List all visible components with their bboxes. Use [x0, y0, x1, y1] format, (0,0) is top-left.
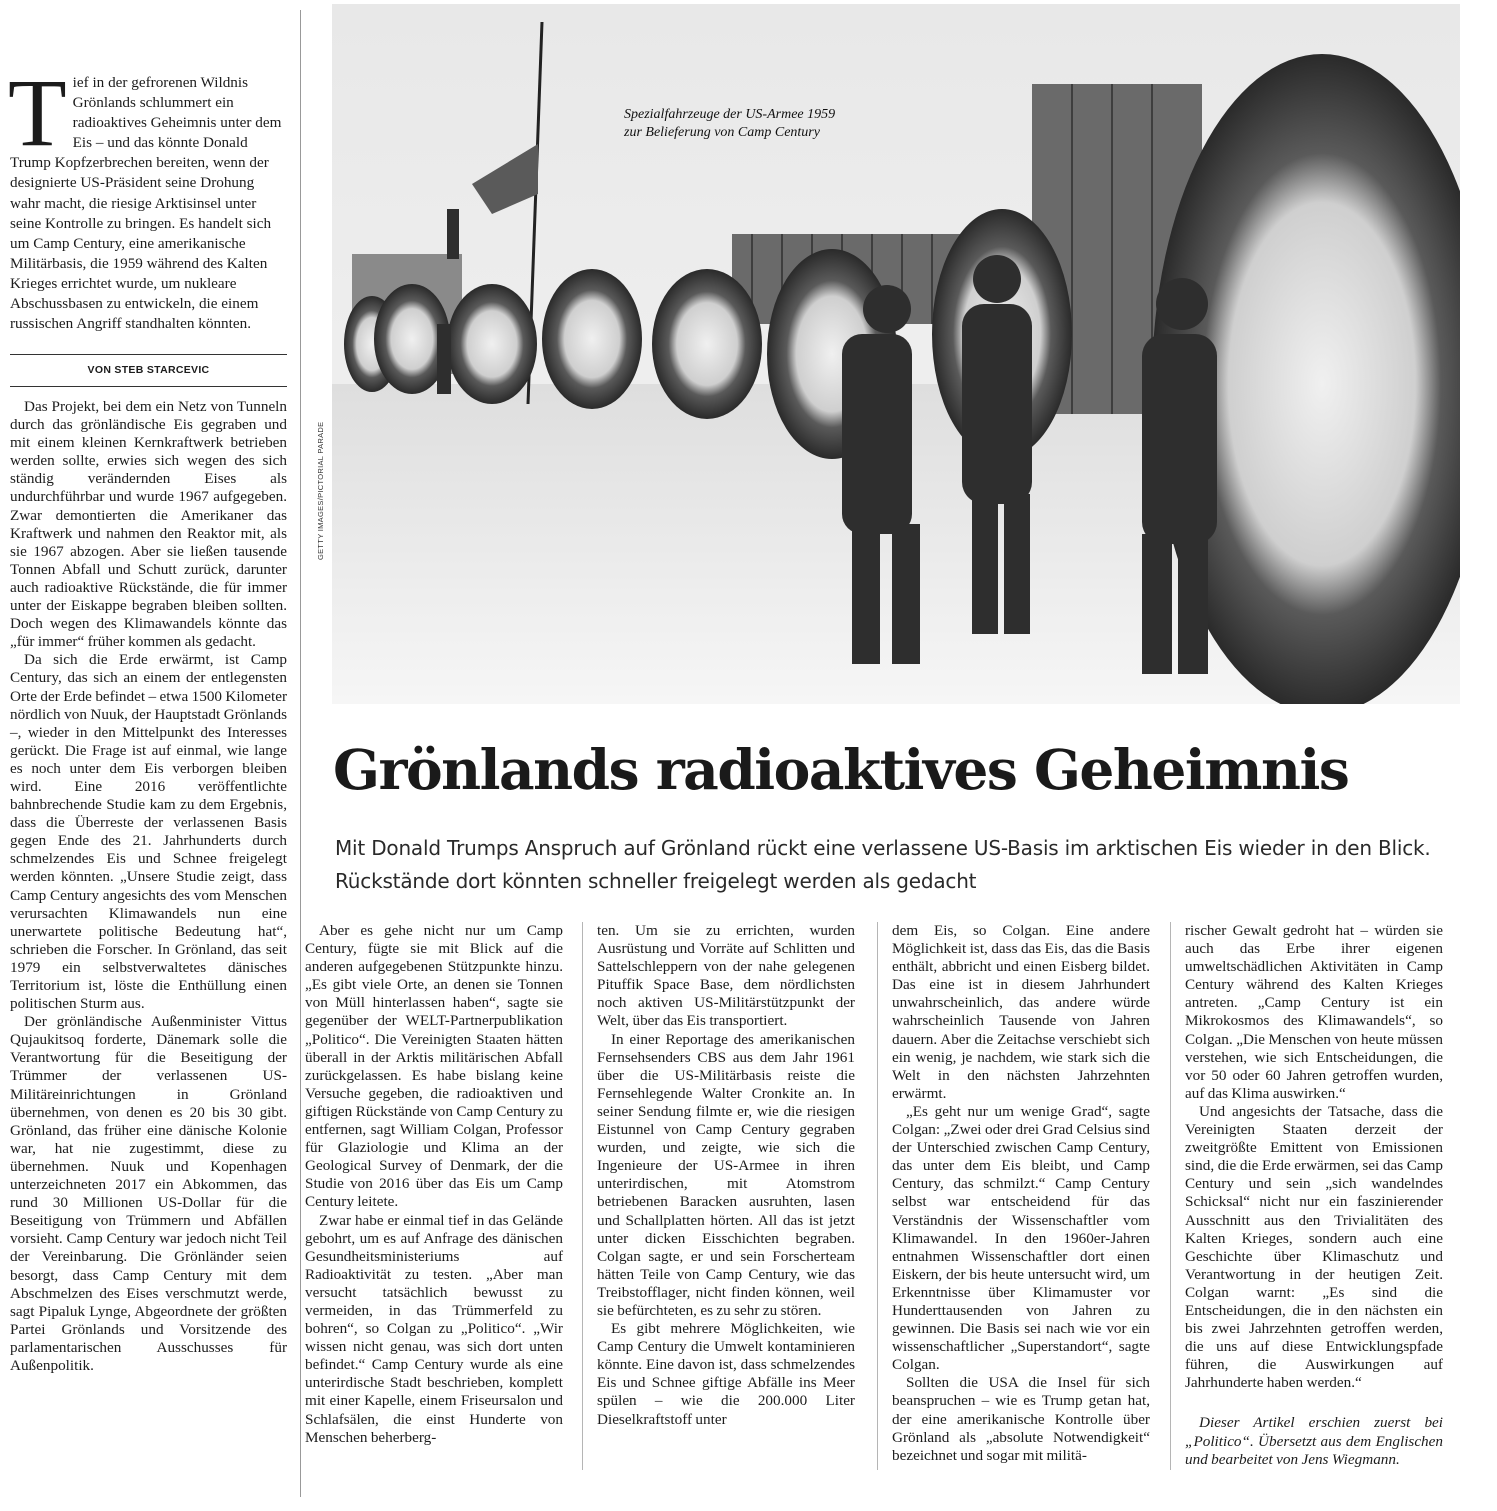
body-paragraph: ten. Um sie zu errichten, wurden Ausrüstung und Vorräte auf Schlitten und Sattelschleppern von der nahe gelegenen Pituffik Space Base, dem nördlichsten noch aktiven US-Militärstützpunkt der Welt, über das Eis transportiert. — [597, 922, 855, 1030]
column-divider — [300, 10, 301, 1497]
body-column-2 — [597, 922, 855, 1429]
body-paragraph: „Es geht nur um wenige Grad“, sagte Colgan: „Zwei oder drei Grad Celsius sind der Unterschied zwischen Camp Century, das unter dem Eis bleibt, und Camp Century, das schmilzt.“ Camp Century selbst war entscheidend für das Verständnis der Wissenschaftler vom Klimawandel. In den 1960er-Jahren entnahmen Wissenschaftler dort einen Eiskern, der bis heute untersucht wird, um Erkenntnisse über Klimamuster vor Hunderttausenden von Jahren zu gewinnen. Die Basis sei nach wie vor ein wissenschaftlicher „Superstandort“, sagte Colgan. — [892, 1102, 1150, 1374]
body-paragraph: Da sich die Erde erwärmt, ist Camp Century, das sich an einem der entlegensten Orte der Erde befindet – etwa 1500 Kilometer nördlich von Nuuk, der Hauptstadt Grönlands –, wieder in den Mittelpunkt des Interesses gerückt. Die Frage ist auf einmal, wie lange es noch unter dem Eis verborgen bleiben wird. Eine 2016 veröffentlichte bahnbrechende Studie kam zu dem Ergebnis, dass die Überreste der verlassenen Basis gegen Ende des 21. Jahrhunderts durch schmelzendes Eis und Schnee freigelegt werden könnten. „Unsere Studie zeigt, dass Camp Century angesichts des vom Menschen verursachten Klimawandels nun eine unerwartete politische Bedeutung hat“, schrieben die Forscher. In Grönland, das seit 1979 ein selbstverwaltetes dänisches Territorium ist, löste die Enthüllung einen politischen Sturm aus. — [10, 651, 287, 1013]
photo-caption-line: Spezialfahrzeuge der US-Armee 1959 — [624, 107, 836, 122]
photo-caption-line: zur Belieferung von Camp Century — [624, 125, 820, 140]
source-note: Dieser Artikel erschien zuerst bei „Politico“. Übersetzt aus dem Englischen und bearbeitet von Jens Wiegmann. — [1185, 1414, 1443, 1468]
byline-rule-bottom — [10, 386, 287, 387]
body-column-1 — [305, 922, 563, 1447]
column-divider — [1170, 922, 1171, 1470]
subheadline: Mit Donald Trumps Anspruch auf Grönland rückt eine verlassene US-Basis im arktischen Eis wieder in den Blick. Rückstände dort könnten schneller freigelegt werden als gedacht — [335, 836, 1431, 893]
body-paragraph: In einer Reportage des amerikanischen Fernsehsenders CBS aus dem Jahr 1961 über die US-Militärbasis reiste die Fernsehlegende Walter Cronkite an. In seiner Sendung filmte er, wie die riesigen Eistunnel von Camp Century gegraben wurden, und zeigte, wie sich die Ingenieure der US-Armee in ihren unterirdischen, mit Atomstrom betriebenen Baracken ausruhten, lasen und Schallplatten hörten. All das ist jetzt unter dicken Eisschichten begraben. Colgan sagte, er und sein Forscherteam hätten Teile von Camp Century, wie das Treibstofflager, nicht finden können, weil sie befürchteten, es zu sehr zu stören. — [597, 1030, 855, 1319]
body-paragraph: rischer Gewalt gedroht hat – würden sie auch das Erbe ihrer eigenen umweltschädlichen Aktivitäten in Camp Century während des Kalten Krieges antreten. „Camp Century ist ein Mikrokosmos des Klimawandels“, so Colgan. „Die Menschen von heute müssen verstehen, wie sich Entscheidungen, die vor 50 oder 60 Jahren getroffen wurden, auf das Klima auswirken.“ — [1185, 922, 1443, 1102]
body-paragraph: Zwar habe er einmal tief in das Gelände gebohrt, um es auf Anfrage des dänischen Gesundheitsministeriums auf Radioaktivität zu testen. „Aber man versucht tatsächlich bewusst zu vermeiden, in das Trümmerfeld zu bohren“, so Colgan zu „Politico“. „Wir wissen nicht genau, was sich dort unten befindet.“ Camp Century wurde als eine unterirdische Stadt beschrieben, komplett mit einer Kapelle, einem Friseursalon und Schlafsälen, die einst Hunderte von Menschen beherberg- — [305, 1211, 563, 1446]
body-paragraph: Und angesichts der Tatsache, dass die Vereinigten Staaten derzeit der zweitgrößte Emittent von Emissionen sind, die die Erde erwärmen, sei das Camp Century und sein „sich wandelndes Schicksal“ nicht nur ein faszinierender Ausschnitt aus den Trivialitäten des Kalten Krieges, sondern auch eine Geschichte über Klimaschutz und Verantwortung in der heutigen Zeit. Colgan warnt: „Es sind die Entscheidungen, die in den nächsten ein bis zwei Jahrzehnten getroffen werden, die uns auf diese Entwicklungspfade führen, die Auswirkungen auf Jahrhunderte haben werden.“ — [1185, 1102, 1443, 1392]
body-column-4 — [1185, 922, 1443, 1469]
lead-paragraph — [8, 59, 287, 333]
body-paragraph: Sollten die USA die Insel für sich beanspruchen – wie es Trump getan hat, der eine amerikanische Kontrolle über Grönland als „absolute Notwendigkeit“ bezeichnet und sogar mit militä- — [892, 1374, 1150, 1464]
body-paragraph: Aber es gehe nicht nur um Camp Century, fügte sie mit Blick auf die anderen aufgegebenen Stützpunkte hinzu. „Es gibt viele Orte, an denen sie Tonnen von Müll hinterlassen haben“, sagte sie gegenüber der WELT-Partnerpublikation „Politico“. Die Vereinigten Staaten hätten überall in der Arktis militärischen Abfall zurückgelassen. Es habe bislang keine Versuche gegeben, die radioaktiven und giftigen Rückstände von Camp Century zu entfernen, sagt William Colgan, Professor für Glaziologie und Klima an der Geological Survey of Denmark, der die Studie von 2016 über das Eis um Camp Century leitete. — [305, 922, 563, 1211]
column-divider — [877, 922, 878, 1470]
photo-credit: GETTY IMAGES/PICTORIAL PARADE — [316, 421, 325, 560]
byline: VON STEB STARCEVIC — [87, 364, 210, 376]
left-body-text — [10, 398, 287, 1375]
lead-column — [8, 59, 287, 333]
body-paragraph: dem Eis, so Colgan. Eine andere Möglichkeit ist, dass das Eis, das die Basis enthält, abbricht und einen Eisberg bildet. Das eine ist in diesem Jahrhundert unwahrscheinlich, das andere würde wahrscheinlich Tausende von Jahren dauern. Aber die Zeitachse verschiebt sich ein wenig, je nachdem, wie stark sich die Welt in den nächsten Jahrzehnten erwärmt. — [892, 922, 1150, 1102]
body-paragraph: Das Projekt, bei dem ein Netz von Tunneln durch das grönländische Eis gegraben und mit einem kleinen Kernkraftwerk betrieben werden sollte, erwies sich wegen des sich ständig verändernden Eises als undurchführbar und wurde 1967 aufgegeben. Zwar demontierten die Amerikaner das Kraftwerk und nahmen den Reaktor mit, als sie 1967 abzogen. Aber sie ließen tausende Tonnen Abfall und Schutt zurück, darunter auch radioaktive Rückstände, die für immer unter der Eiskappe begraben bleiben sollten. Doch wegen des Klimawandels könnte das „für immer“ früher kommen als gedacht. — [10, 398, 287, 651]
drop-cap: T — [8, 59, 67, 166]
body-paragraph: Der grönländische Außenminister Vittus Qujaukitsoq forderte, Dänemark solle die Verantwortung für die Beseitigung der Trümmer der verlassenen US-Militäreinrichtungen in Grönland übernehmen, von denen es 20 bis 30 gibt. Grönland, das früher eine dänische Kolonie war, hat nie zugestimmt, diese zu übernehmen. Nuuk und Kopenhagen unterzeichneten 2017 ein Abkommen, das rund 30 Millionen US-Dollar für die Beseitigung von Trümmern und Abfällen vorsieht. Camp Century war jedoch nicht Teil der Vereinbarung. Die Grönländer seien besorgt, dass Camp Century mit dem Abschmelzen des Eises verschmutzt werde, sagt Pipaluk Lynge, Abgeordnete der größten Partei Grönlands und Vorsitzende des parlamentarischen Ausschusses für Außenpolitik. — [10, 1013, 287, 1374]
lead-text: ief in der gefrorenen Wildnis Grönlands schlummert ein radioaktives Geheimnis unter dem Eis – und das könnte Donald Trump Kopfzerbrechen bereiten, wenn der designierte US-Präsident seine Drohung wahr macht, die riesige Arktisinsel unter seine Kontrolle zu bringen. Es handelt sich um Camp Century, eine amerikanische Militärbasis, die 1959 während des Kalten Krieges errichtet wurde, um nukleare Abschussbasen zu entwickeln, die einem russischen Angriff standhalten könnten. — [10, 74, 282, 333]
body-column-3 — [892, 922, 1150, 1465]
column-divider — [582, 922, 583, 1470]
byline-rule-top — [10, 354, 287, 355]
body-paragraph: Es gibt mehrere Möglichkeiten, wie Camp Century die Umwelt kontaminieren könnte. Eine davon ist, dass schmelzendes Eis und Schnee giftige Abfälle ins Meer spülen – wie die 200.000 Liter Dieselkraftstoff unter — [597, 1320, 855, 1428]
headline: Grönlands radioaktives Geheimnis — [333, 737, 1349, 802]
photo-caption — [624, 106, 904, 142]
